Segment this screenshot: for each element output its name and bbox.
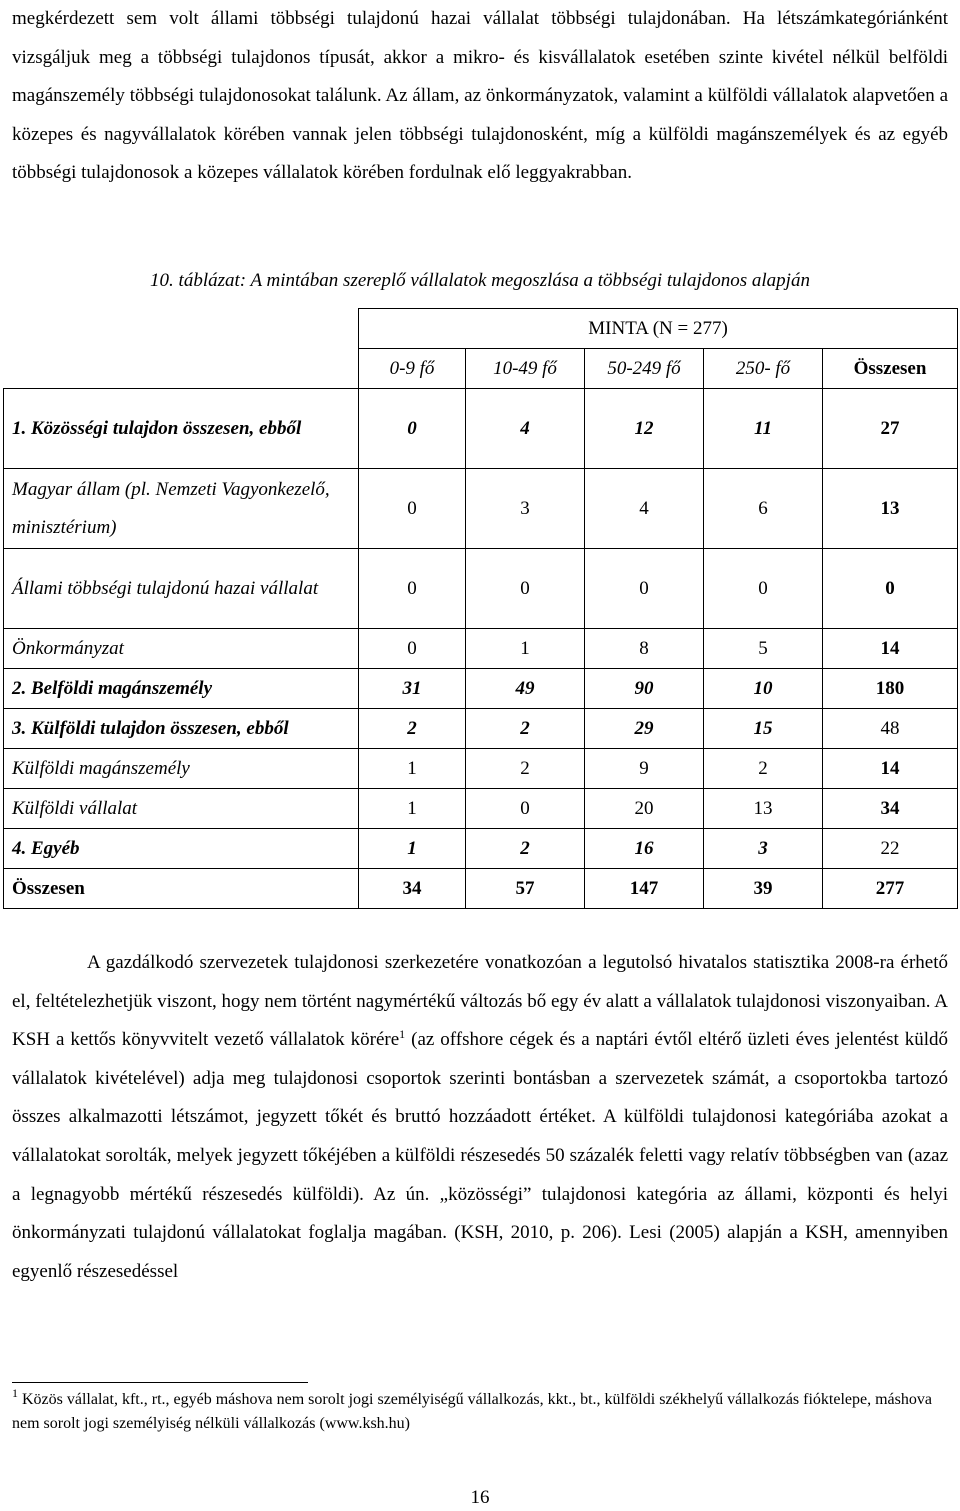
- table-cell: 147: [585, 869, 704, 909]
- column-header: 10-49 fő: [466, 349, 585, 389]
- table-row: [4, 709, 958, 749]
- row-label: Önkormányzat: [4, 629, 359, 669]
- table-row: [4, 469, 958, 549]
- table-cell: 0: [704, 549, 823, 629]
- table-cell: 277: [823, 869, 958, 909]
- table-cell: 90: [585, 669, 704, 709]
- page-number: 16: [470, 1487, 490, 1508]
- table-cell: 0: [466, 789, 585, 829]
- footnote-divider: [12, 1382, 308, 1383]
- column-header: 0-9 fő: [359, 349, 466, 389]
- footnote-text: Közös vállalat, kft., rt., egyéb máshova nem sorolt jogi személyiségű vállalkozás, kkt., bt., külföldi székhelyű vállalkozás fióktelepe, máshova nem sorolt jogi személyiség nélküli vállalkozás (www.ksh.hu): [12, 1391, 932, 1432]
- table-cell: 1: [359, 789, 466, 829]
- table-cell: 2: [466, 829, 585, 869]
- table-cell: 2: [466, 749, 585, 789]
- table-row: [4, 869, 958, 909]
- table-cell: 14: [823, 749, 958, 789]
- table-cell: 16: [585, 829, 704, 869]
- paragraph-2-text-a: A gazdálkodó szervezetek tulajdonosi szerkezetére vonatkozóan a legutolsó hivatalos statisztika 2008-ra érhető el, feltételezhetjük viszont, hogy nem történt nagymértékű változás bő egy év alatt a vállalatok tulajdonosi viszonyaiban. A KSH a kettős könyvvitelt vezető vállalatok körére: [12, 952, 948, 1051]
- table-row: [4, 789, 958, 829]
- table-cell: 0: [823, 549, 958, 629]
- table-cell: 0: [585, 549, 704, 629]
- table-cell: 8: [585, 629, 704, 669]
- table-cell: 27: [823, 389, 958, 469]
- row-label: Külföldi magánszemély: [4, 749, 359, 789]
- table-cell: 34: [823, 789, 958, 829]
- table-cell: 0: [359, 469, 466, 549]
- table-cell: 15: [704, 709, 823, 749]
- table-caption: 10. táblázat: A mintában szereplő vállalatok megoszlása a többségi tulajdonos alapján: [150, 270, 810, 291]
- table-group-header: MINTA (N = 277): [359, 309, 958, 349]
- table-cell: 4: [466, 389, 585, 469]
- table-cell: 49: [466, 669, 585, 709]
- table-cell: 13: [823, 469, 958, 549]
- table-cell: 0: [359, 549, 466, 629]
- table-row: [4, 629, 958, 669]
- column-header: 50-249 fő: [585, 349, 704, 389]
- table-cell: 22: [823, 829, 958, 869]
- paragraph-2-text-b: (az offshore cégek és a naptári évtől eltérő üzleti éves jelentést küldő vállalatok kivételével) adja meg tulajdonosi csoportok szerinti bontásban a szervezetek számát, a csoportokba tartozó összes alkalmazotti létszámot, jegyzett tőkét és bruttó hozzáadott értéket. A külföldi tulajdonosi kategóriába azokat a vállalatokat sorolták, melyek jegyzett tőkéjében a külföldi részesedés 50 százalék feletti vagy relatív többségben van (azaz a legnagyobb mértékű részesedés külföldi). Az ún. „közösségi” tulajdonosi kategória az állami, központi és helyi önkormányzati tulajdonú vállalatokat foglalja magában. (KSH, 2010, p. 206). Lesi (2005) alapján a KSH, amennyiben egyenlő részesedéssel: [12, 1029, 948, 1282]
- column-header: 250- fő: [704, 349, 823, 389]
- body-paragraph-1: megkérdezett sem volt állami többségi tulajdonú hazai vállalat többségi tulajdonában. Ha létszámkategóriánként vizsgáljuk meg a többségi tulajdonos típusát, akkor a mikro- és kisvállalatok esetében szinte kivétel nélkül belföldi magánszemély többségi tulajdonosokat találunk. Az állam, az önkormányzatok, valamint a külföldi vállalatok alapvetően a közepes és nagyvállalatok körében vannak jelen többségi tulajdonosként, míg a külföldi magánszemélyek és az egyéb többségi tulajdonosok a közepes vállalatok körében fordulnak elő leggyakrabban.: [12, 8, 948, 183]
- table-cell: 9: [585, 749, 704, 789]
- table-cell: 2: [359, 709, 466, 749]
- table-cell: 10: [704, 669, 823, 709]
- row-label: 2. Belföldi magánszemély: [4, 669, 359, 709]
- table-cell: 14: [823, 629, 958, 669]
- table-cell: 2: [704, 749, 823, 789]
- table-cell: 48: [823, 709, 958, 749]
- footnote: [12, 1388, 948, 1436]
- table-cell: 3: [466, 469, 585, 549]
- row-label: Állami többségi tulajdonú hazai vállalat: [4, 549, 359, 629]
- table-cell: 0: [359, 389, 466, 469]
- row-label: Magyar állam (pl. Nemzeti Vagyonkezelő, minisztérium): [4, 469, 359, 549]
- table-cell: 57: [466, 869, 585, 909]
- table-cell: 5: [704, 629, 823, 669]
- table-cell: 1: [466, 629, 585, 669]
- body-paragraph-2: [12, 944, 948, 1291]
- table-cell: 4: [585, 469, 704, 549]
- table-cell: 12: [585, 389, 704, 469]
- column-header: Összesen: [823, 349, 958, 389]
- table-cell: 13: [704, 789, 823, 829]
- table-cell: 180: [823, 669, 958, 709]
- row-label: 4. Egyéb: [4, 829, 359, 869]
- row-label: Külföldi vállalat: [4, 789, 359, 829]
- table-cell: 1: [359, 829, 466, 869]
- row-label: 1. Közösségi tulajdon összesen, ebből: [4, 389, 359, 469]
- row-label: 3. Külföldi tulajdon összesen, ebből: [4, 709, 359, 749]
- table-cell: 29: [585, 709, 704, 749]
- table-cell: 31: [359, 669, 466, 709]
- table-row: [4, 829, 958, 869]
- table-row: [4, 549, 958, 629]
- row-label: Összesen: [4, 869, 359, 909]
- table-cell: 6: [704, 469, 823, 549]
- table-cell: 1: [359, 749, 466, 789]
- footnote-marker: 1: [12, 1386, 18, 1400]
- table-cell: 2: [466, 709, 585, 749]
- ownership-table: [3, 308, 958, 909]
- table-cell: 34: [359, 869, 466, 909]
- table-row: [4, 749, 958, 789]
- table-cell: 3: [704, 829, 823, 869]
- table-cell: 0: [466, 549, 585, 629]
- table-cell: 20: [585, 789, 704, 829]
- footnote-reference: 1: [399, 1027, 406, 1042]
- table-row: [4, 389, 958, 469]
- table-cell: 39: [704, 869, 823, 909]
- table-cell: 0: [359, 629, 466, 669]
- table-cell: 11: [704, 389, 823, 469]
- table-row: [4, 669, 958, 709]
